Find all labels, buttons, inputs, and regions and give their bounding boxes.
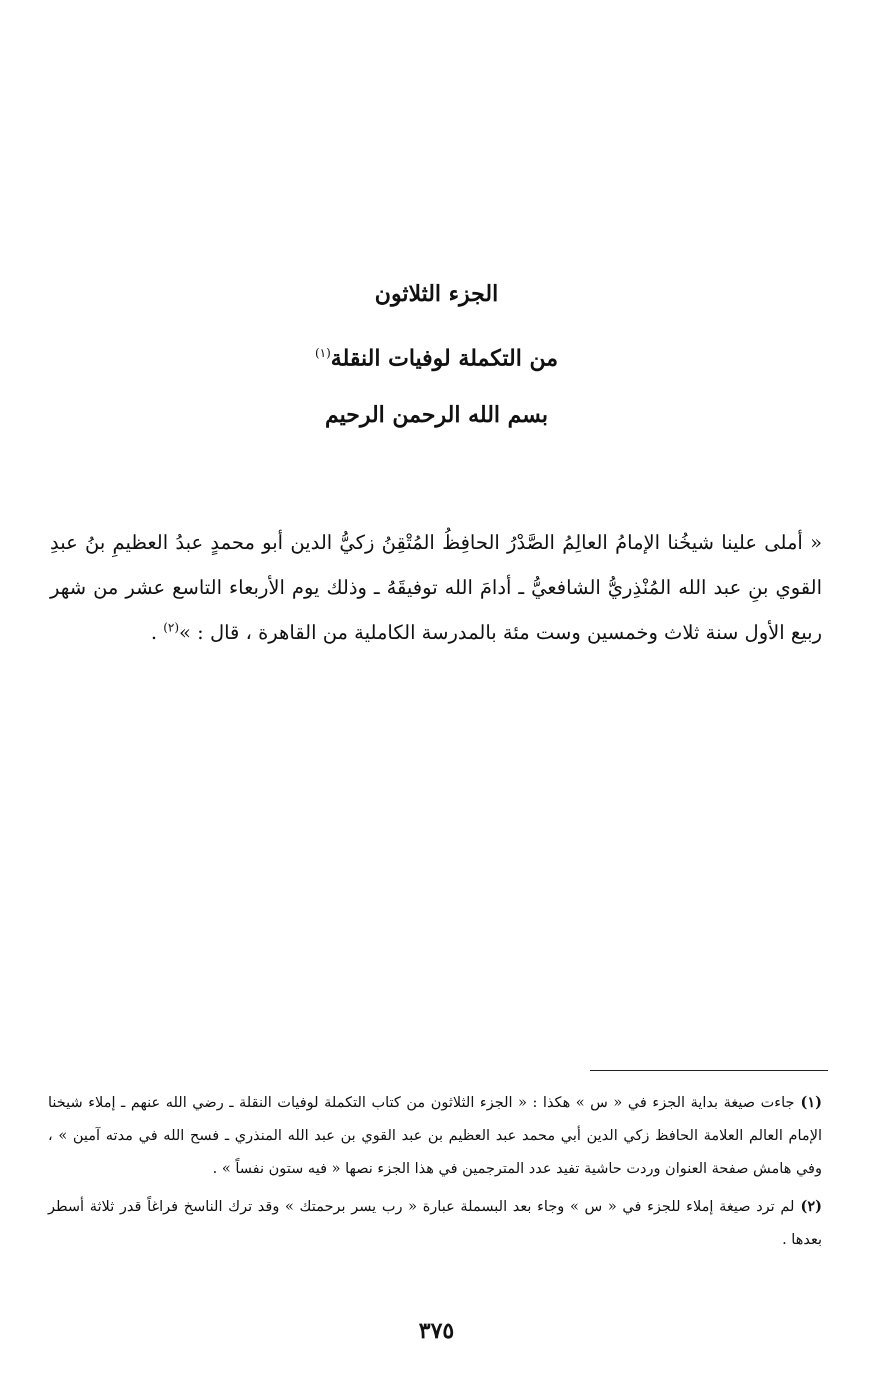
footnote-2 (48, 1190, 822, 1257)
book-title (0, 338, 873, 373)
part-title (0, 279, 873, 309)
body-paragraph-end: . (150, 621, 164, 644)
basmala (0, 400, 873, 430)
footnote-ref-1[interactable]: (١) (314, 346, 331, 360)
body-paragraph (50, 520, 822, 655)
page-number: ٣٧٥ (418, 1318, 455, 1344)
body-paragraph-text: « أملى علينا شيخُنا الإمامُ العالِمُ الصَّدْرُ الحافِظُ المُتْقِنُ زكيُّ الدين أبو محمدٍ عبدُ العظيمِ بنُ عبدِ القوي بنِ عبد الله المُنْذِريُّ الشافعيُّ ـ أدامَ الله توفيقَهُ ـ وذلك يوم الأربعاء التاسع عشر من شهر ربيع الأول سنة ثلاث وخمسين وست مئة بالمدرسة الكاملية من القاهرة ، قال : » (50, 531, 822, 644)
footnote-ref-2[interactable]: (٢) (163, 620, 180, 635)
footnote-text: لم ترد صيغة إملاء للجزء في « س » وجاء بعد البسملة عبارة « رب يسر برحمتك » وقد ترك الناسخ فراغاً قدر ثلاثة أسطر بعدها . (48, 1199, 822, 1248)
book-title-text: من التكملة لوفيات النقلة (330, 345, 559, 372)
footnotes (48, 1086, 822, 1261)
footnote-number: (٢) (800, 1198, 822, 1215)
footnote-number: (١) (800, 1094, 822, 1111)
footnote-1 (48, 1086, 822, 1186)
part-title-text: الجزء الثلاثون (374, 281, 499, 307)
footnote-divider (590, 1070, 828, 1071)
basmala-text: بسم الله الرحمن الرحيم (324, 402, 549, 428)
footnote-text: جاءت صيغة بداية الجزء في « س » هكذا : « الجزء الثلاثون من كتاب التكملة لوفيات النقلة ـ رضي الله عنهم ـ إملاء شيخنا الإمام العالم العلامة الحافظ زكي الدين أبي محمد عبد العظيم بن عبد القوي بن عبد الله المنذري ـ فسح الله في مدته آمين » ، وفي هامش صفحة العنوان وردت حاشية تفيد عدد المترجمين في هذا الجزء نصها « فيه ستون نفساً » . (48, 1095, 822, 1177)
